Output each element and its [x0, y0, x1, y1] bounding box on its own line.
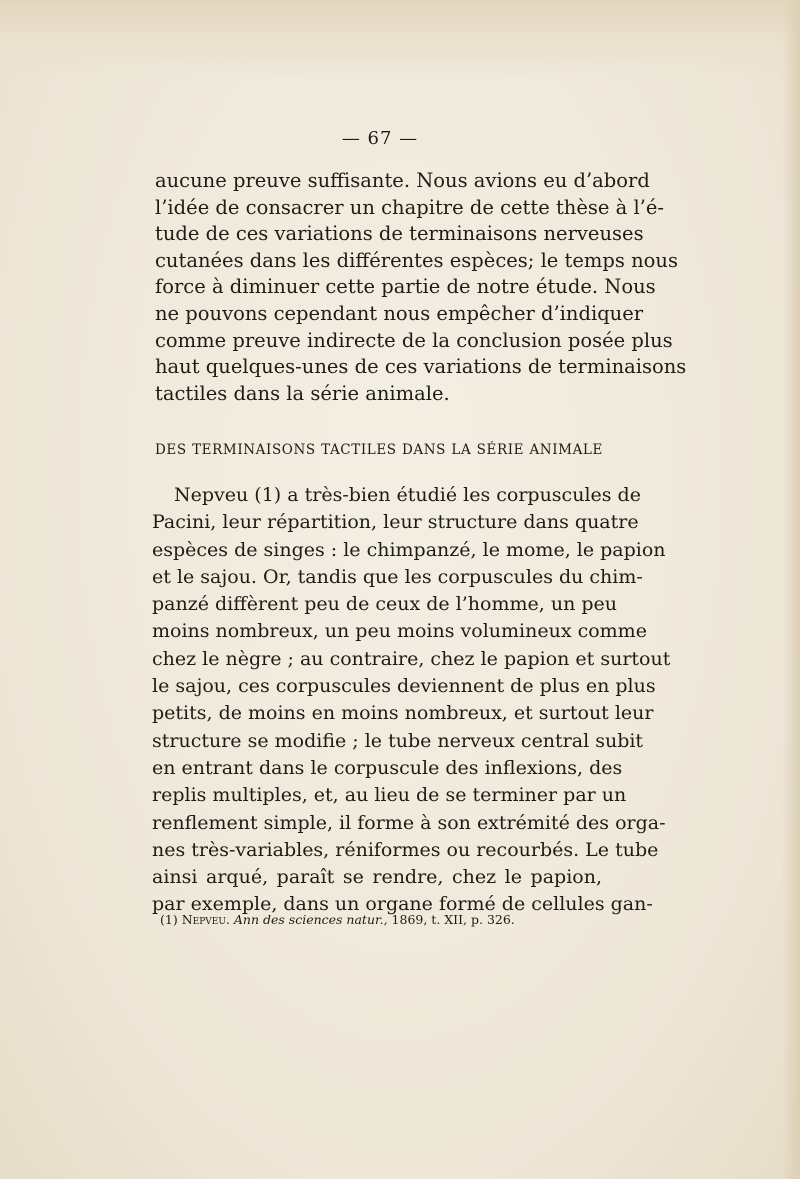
- text-line: espèces de singes : le chimpanzé, le mome, le papion: [152, 538, 666, 561]
- text-line: ne pouvons cependant nous empêcher d’indiquer: [155, 301, 644, 325]
- paper-stain: [0, 0, 800, 80]
- text-line: Nepveu (1) a très-bien étudié les corpuscules de: [174, 484, 641, 506]
- text-line: panzé diffèrent peu de ceux de l’homme, un peu: [152, 593, 617, 616]
- text-line: tactiles dans la série animale.: [155, 381, 450, 405]
- text-line: le sajou, ces corpuscules deviennent de plus en plus: [152, 675, 656, 698]
- footnote-marker: (1): [160, 912, 178, 927]
- text-line: en entrant dans le corpuscule des inflexions, des: [152, 756, 623, 779]
- text-line: replis multiples, et, au lieu de se terminer par un: [152, 784, 627, 807]
- text-line: force à diminuer cette partie de notre étude. Nous: [155, 275, 656, 299]
- text-line: haut quelques-unes de ces variations de terminaisons: [155, 355, 687, 379]
- footnote: [160, 912, 620, 927]
- text-line: petits, de moins en moins nombreux, et surtout leur: [152, 702, 654, 725]
- text-line: chez le nègre ; au contraire, chez le papion et surtout: [152, 647, 671, 670]
- text-line: moins nombreux, un peu moins volumineux comme: [152, 620, 647, 643]
- footnote-author: Nepveu.: [181, 912, 230, 927]
- section-heading: [155, 442, 603, 458]
- footnote-journal: Ann des sciences natur.,: [233, 912, 388, 927]
- text-line: cutanées dans les différentes espèces; le temps nous: [155, 248, 678, 272]
- text-line: l’idée de consacrer un chapitre de cette thèse à l’é-: [155, 195, 665, 219]
- heading-word: ANIMALE: [529, 442, 603, 458]
- page-number: — 67 —: [341, 128, 419, 149]
- heading-word: DANS: [401, 442, 447, 458]
- text-line: et le sajou. Or, tandis que les corpuscules du chim-: [152, 565, 643, 588]
- paragraph-2: [152, 482, 671, 919]
- page-edge-shadow: [782, 0, 800, 1179]
- text-line: renflement simple, il forme à son extrémité des orga-: [152, 811, 666, 834]
- text-line: par exemple, dans un organe formé de cellules gan-: [152, 893, 653, 916]
- heading-word: TACTILES: [321, 442, 397, 458]
- text-line: comme preuve indirecte de la conclusion posée plus: [155, 328, 673, 352]
- heading-word: SÉRIE: [476, 442, 525, 458]
- paragraph-1: [155, 168, 687, 407]
- text-line: nes très-variables, réniformes ou recourbés. Le tube: [152, 838, 659, 861]
- heading-word: LA: [451, 442, 472, 458]
- heading-word: DES: [155, 442, 187, 458]
- footnote-details: 1869, t. XII, p. 326.: [391, 912, 515, 927]
- text-line: tude de ces variations de terminaisons nerveuses: [155, 222, 644, 246]
- text-line: ainsi arqué, paraît se rendre, chez le papion,: [152, 866, 602, 889]
- heading-word: TERMINAISONS: [192, 442, 316, 458]
- text-line: aucune preuve suffisante. Nous avions eu d’abord: [155, 169, 650, 192]
- text-line: structure se modifie ; le tube nerveux central subit: [152, 729, 644, 752]
- text-line: Pacini, leur répartition, leur structure dans quatre: [152, 511, 639, 534]
